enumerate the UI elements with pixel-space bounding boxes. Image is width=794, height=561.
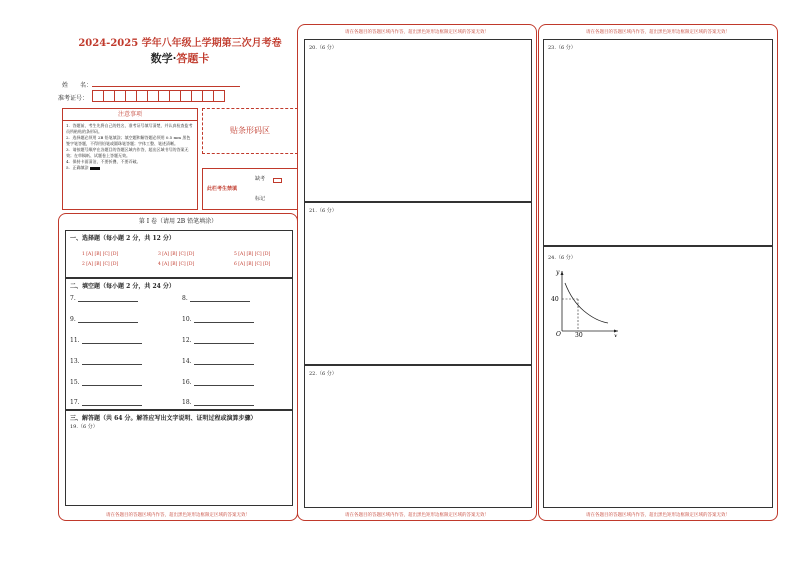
choice-q3[interactable]: 3 [A] [B] [C] [D] bbox=[158, 252, 195, 257]
warn-bottom-right: 请在各题目的答题区域内作答，超出黑色矩形边框限定区域的答案无效！ bbox=[586, 513, 730, 518]
absent-note: 此栏考生禁填 bbox=[207, 186, 238, 192]
fill-number: 10. bbox=[182, 316, 192, 323]
q19-label: 19.（6 分） bbox=[70, 424, 98, 430]
id-cell[interactable] bbox=[213, 90, 225, 102]
q20-label: 20.（6 分） bbox=[309, 45, 337, 51]
part1-panel bbox=[58, 213, 298, 521]
fill-q12[interactable] bbox=[182, 337, 254, 344]
fill-q7[interactable] bbox=[70, 295, 138, 302]
fill-number: 11. bbox=[70, 337, 80, 344]
fill-number: 17. bbox=[70, 399, 80, 406]
x-tick-label: 30 bbox=[575, 332, 583, 337]
fill-number: 15. bbox=[70, 379, 80, 386]
q22-area[interactable] bbox=[304, 365, 532, 508]
choice-q2[interactable]: 2 [A] [B] [C] [D] bbox=[82, 262, 119, 267]
q24-label: 24.（6 分） bbox=[548, 255, 576, 261]
warn-bottom-left: 请在各题目的答题区域内作答，超出黑色矩形边框限定区域的答案无效！ bbox=[106, 513, 250, 518]
fill-q18[interactable] bbox=[182, 399, 254, 406]
id-field[interactable] bbox=[92, 90, 224, 102]
y-tick-label: 40 bbox=[551, 296, 559, 303]
filled-mark-example bbox=[90, 167, 100, 170]
fill-number: 12. bbox=[182, 337, 192, 344]
fill-q16[interactable] bbox=[182, 379, 254, 386]
name-label: 姓 名： bbox=[62, 82, 93, 89]
choice-q4[interactable]: 4 [A] [B] [C] [D] bbox=[158, 262, 195, 267]
q23-label: 23.（6 分） bbox=[548, 45, 576, 51]
exam-title: 2024-2025 学年八年级上学期第三次月考卷 bbox=[78, 38, 282, 49]
fill-number: 7. bbox=[70, 295, 76, 302]
absent-mark-bottom: 标记 bbox=[255, 196, 266, 202]
fill-section bbox=[65, 278, 293, 410]
part1-heading: 第 I 卷（请用 2B 铅笔填涂） bbox=[138, 218, 218, 225]
right-panel bbox=[538, 24, 778, 521]
fill-title: 二、填空题（每小题 2 分，共 24 分） bbox=[70, 283, 175, 290]
solve-section[interactable] bbox=[65, 410, 293, 506]
notice-item-text: 5．正确填涂 bbox=[66, 165, 89, 170]
notice-item: 2．选择题必须用 2B 铅笔填涂；填空题和解答题必须用 0.5 mm 黑色签字笔答题，不得用铅笔或圆珠笔答题；字体工整、笔迹清晰。 bbox=[66, 135, 191, 146]
fill-number: 8. bbox=[182, 295, 188, 302]
q20-area[interactable] bbox=[304, 39, 532, 202]
card-subtitle bbox=[60, 50, 300, 66]
warn-top-right: 请在各题目的答题区域内作答，超出黑色矩形边框限定区域的答案无效！ bbox=[586, 30, 730, 35]
q21-area[interactable] bbox=[304, 202, 532, 365]
q24-area[interactable] bbox=[543, 246, 773, 508]
id-label: 准考证号： bbox=[58, 95, 89, 102]
origin-label: O bbox=[556, 331, 561, 337]
barcode-area: 贴条形码区 bbox=[202, 108, 298, 154]
notice-item bbox=[66, 165, 194, 171]
absent-box bbox=[202, 168, 298, 210]
warn-bottom-middle: 请在各题目的答题区域内作答，超出黑色矩形边框限定区域的答案无效！ bbox=[345, 513, 489, 518]
fill-number: 18. bbox=[182, 399, 192, 406]
choice-q6[interactable]: 6 [A] [B] [C] [D] bbox=[234, 262, 271, 267]
q23-area[interactable] bbox=[543, 39, 773, 246]
fill-q13[interactable] bbox=[70, 358, 142, 365]
q24-graph bbox=[548, 265, 620, 337]
y-axis-label: y bbox=[556, 269, 560, 276]
q21-label: 21.（6 分） bbox=[309, 208, 337, 214]
fill-q15[interactable] bbox=[70, 379, 142, 386]
notice-box bbox=[62, 108, 198, 210]
choice-title: 一、选择题（每小题 2 分，共 12 分） bbox=[70, 235, 175, 242]
choice-q5[interactable]: 5 [A] [B] [C] [D] bbox=[234, 252, 271, 257]
notice-heading: 注意事项 bbox=[63, 109, 197, 121]
solve-title: 三、解答题（共 64 分。解答应写出文字说明、证明过程或演算步骤） bbox=[70, 415, 257, 422]
warn-top-middle: 请在各题目的答题区域内作答，超出黑色矩形边框限定区域的答案无效！ bbox=[345, 30, 489, 35]
subtitle-dot: · bbox=[172, 52, 177, 65]
fill-q14[interactable] bbox=[182, 358, 254, 365]
fill-q10[interactable] bbox=[182, 316, 254, 323]
choice-section bbox=[65, 230, 293, 278]
fill-q11[interactable] bbox=[70, 337, 142, 344]
middle-panel bbox=[297, 24, 537, 521]
fill-q17[interactable] bbox=[70, 399, 142, 406]
subject-label: 数学 bbox=[150, 52, 173, 65]
fill-q8[interactable] bbox=[182, 295, 250, 302]
notice-item: 1．答题前，考生先将自己的姓名，准考证号填写清楚，并认真检查监考员所粘贴的条形码。 bbox=[66, 123, 193, 134]
notice-item: 3．请按题号顺序在各题目的答题区域内作答，超出区域书写的答案无效；在草稿纸、试题卷上答题无效。 bbox=[66, 147, 189, 158]
decay-curve bbox=[565, 283, 608, 323]
fill-number: 13. bbox=[70, 358, 80, 365]
card-label: 答题卡 bbox=[176, 52, 210, 65]
fill-number: 9. bbox=[70, 316, 76, 323]
q22-label: 22.（6 分） bbox=[309, 371, 337, 377]
x-axis-label: x bbox=[614, 333, 618, 337]
choice-q1[interactable]: 1 [A] [B] [C] [D] bbox=[82, 252, 119, 257]
fill-number: 16. bbox=[182, 379, 192, 386]
notice-body bbox=[63, 121, 197, 173]
fill-number: 14. bbox=[182, 358, 192, 365]
y-axis-arrow bbox=[561, 271, 564, 275]
absent-mark-box[interactable] bbox=[273, 178, 282, 183]
fill-q9[interactable] bbox=[70, 316, 138, 323]
notice-item: 4．保持卡面清洁，不要折叠、不要弄破。 bbox=[66, 159, 141, 164]
name-field[interactable] bbox=[92, 86, 240, 87]
absent-mark-top: 缺考 bbox=[255, 176, 266, 182]
